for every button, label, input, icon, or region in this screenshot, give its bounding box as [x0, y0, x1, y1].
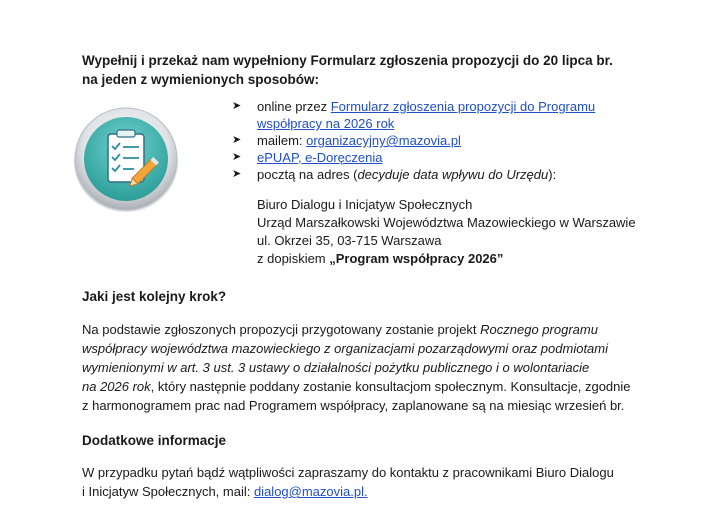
- address-line-2: Urząd Marszałkowski Województwa Mazowieckiego w Warszawie: [257, 215, 636, 230]
- postal-address: [257, 196, 677, 268]
- address-line-3: ul. Okrzei 35, 03-715 Warszawa: [257, 233, 442, 248]
- epuap-link[interactable]: ePUAP, e-Doręczenia: [257, 150, 383, 165]
- arrowhead-bullet-icon: ➤: [232, 100, 242, 112]
- intro-line-1: Wypełnij i przekaż nam wypełniony Formularz zgłoszenia propozycji do 20 lipca br.: [82, 53, 613, 68]
- more-info-line-2: i Inicjatyw Społecznych, mail:: [82, 484, 254, 499]
- address-note-bold: „Program współpracy 2026”: [329, 251, 504, 266]
- arrowhead-bullet-icon: ➤: [232, 151, 242, 163]
- address-line-1: Biuro Dialogu i Inicjatyw Społecznych: [257, 197, 473, 212]
- online-prefix: online przez: [257, 99, 331, 114]
- more-info-line-1: W przypadku pytań bądź wątpliwości zapraszamy do kontaktu z pracownikami Biuro Dialogu: [82, 465, 614, 480]
- more-info-paragraph: [82, 463, 682, 501]
- list-item-epuap: [232, 149, 672, 166]
- next-step-italic-2: współpracy województwa mazowieckiego z organizacjami pozarządowymi oraz podmiotami: [82, 341, 608, 356]
- intro-line-2: na jeden z wymienionych sposobów:: [82, 72, 320, 87]
- email-link[interactable]: organizacyjny@mazovia.pl: [306, 133, 461, 148]
- arrowhead-bullet-icon: ➤: [232, 134, 242, 146]
- form-link[interactable]: Formularz zgłoszenia propozycji do Programu: [330, 99, 596, 114]
- next-step-paragraph: [82, 320, 682, 415]
- list-item-online: [232, 98, 672, 132]
- next-step-italic-3: wymienionymi w art. 3 ust. 3 ustawy o działalności pożytku publicznego i o wolontariacie: [82, 360, 590, 375]
- next-step-text-5: z harmonogramem prac nad Programem współpracy, zaplanowane są na miesiąc wrzesień br.: [82, 398, 625, 413]
- more-info-heading: Dodatkowe informacje: [82, 433, 227, 448]
- contact-email-link[interactable]: dialog@mazovia.pl.: [253, 484, 368, 499]
- post-prefix: pocztą na adres (: [257, 167, 358, 182]
- clipboard-checklist-icon: [70, 104, 182, 214]
- address-note-prefix: z dopiskiem: [257, 251, 330, 266]
- post-suffix: ):: [548, 167, 557, 182]
- form-link-continued[interactable]: współpracy na 2026 rok: [257, 116, 395, 131]
- next-step-heading: Jaki jest kolejny krok?: [82, 289, 227, 304]
- post-italic-note: decyduje data wpływu do Urzędu: [357, 167, 549, 182]
- intro-heading: [82, 51, 682, 89]
- list-item-post: [232, 166, 672, 183]
- email-prefix: mailem:: [257, 133, 307, 148]
- submission-methods-list: [232, 98, 672, 183]
- next-step-text-1: Na podstawie zgłoszonych propozycji przygotowany zostanie projekt: [82, 322, 481, 337]
- next-step-italic-4: na 2026 rok: [82, 379, 151, 394]
- address-line-4: [257, 250, 677, 268]
- list-item-email: [232, 132, 672, 149]
- next-step-italic-1: Rocznego programu: [480, 322, 598, 337]
- next-step-text-4: , który następnie poddany zostanie konsultacjom społecznym. Konsultacje, zgodnie: [150, 379, 631, 394]
- arrowhead-bullet-icon: ➤: [232, 168, 242, 180]
